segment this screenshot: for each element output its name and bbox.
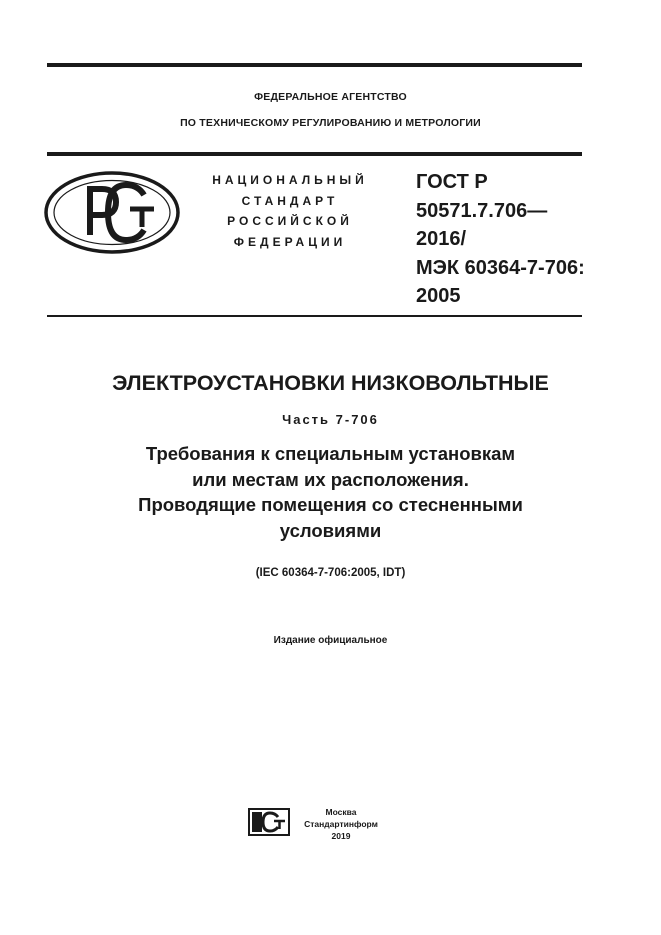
document-subtitle [0,441,661,543]
national-standard-line: РОССИЙСКОЙ [227,214,353,228]
standartinform-logo-icon [248,808,290,836]
gost-logo-icon [44,171,180,254]
document-title: ЭЛЕКТРОУСТАНОВКИ НИЗКОВОЛЬТНЫЕ [112,371,549,395]
designation-line: 2005 [416,285,461,307]
agency-line-1: ФЕДЕРАЛЬНОЕ АГЕНТСТВО [254,91,407,103]
designation-rule [47,315,582,317]
iec-reference: (IEC 60364-7-706:2005, IDT) [255,567,406,579]
standard-designation [416,168,585,311]
designation-line: 2016/ [416,228,467,250]
publisher-year: 2019 [331,831,351,841]
national-standard-line: СТАНДАРТ [241,193,339,208]
subtitle-line: Требования к специальным установкам [145,443,516,464]
national-standard-line: ФЕДЕРАЦИИ [233,234,347,249]
publisher-block [298,806,384,842]
agency-line-2: ПО ТЕХНИЧЕСКОМУ РЕГУЛИРОВАНИЮ И МЕТРОЛОГИИ [180,117,481,129]
part-number: Часть 7-706 [282,412,379,427]
publisher-city: Москва [325,807,357,817]
edition-note: Издание официальное [273,635,388,646]
designation-line: 50571.7.706— [416,199,548,222]
subtitle-line: или местам их расположения. [192,468,469,490]
designation-line: МЭК 60364-7-706: [416,256,585,279]
designation-line: ГОСТ Р [416,171,488,193]
national-standard-line: НАЦИОНАЛЬНЫЙ [212,173,368,187]
subtitle-line: Проводящие помещения со стесненными [138,494,523,515]
publisher-name: Стандартинформ [304,819,378,829]
top-rule [47,63,582,67]
header-rule [47,152,582,156]
subtitle-line: условиями [279,519,382,541]
national-standard-block [190,170,390,252]
